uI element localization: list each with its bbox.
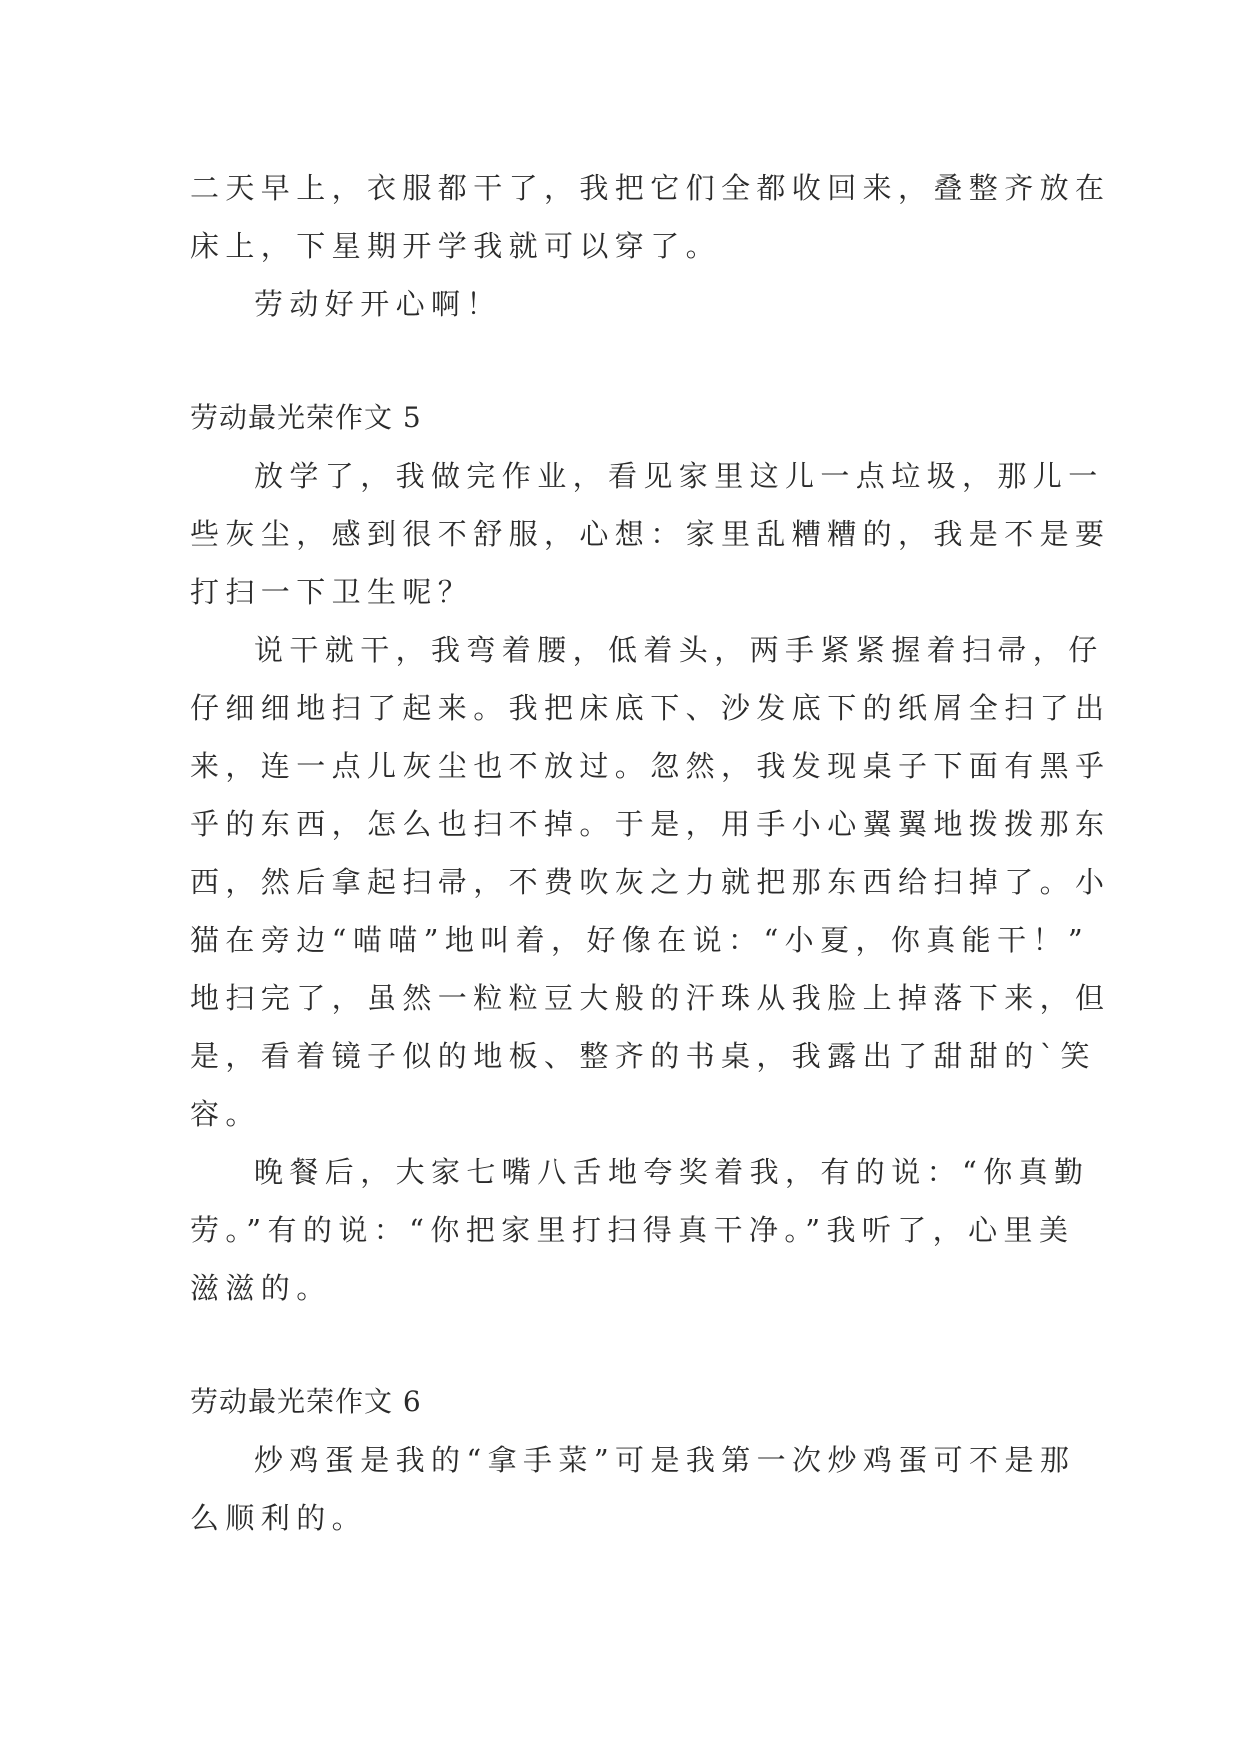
text-line: 床上，下星期开学我就可以穿了。 [190, 229, 722, 263]
text-line: 劳。”有的说：“你把家里打扫得真干净。”我听了，心里美 [190, 1213, 1075, 1247]
text-line: 乎的东西，怎么也扫不掉。于是，用手小心翼翼地拨拨那东 [190, 807, 1111, 841]
text-line: 猫在旁边“喵喵”地叫着，好像在说：“小夏，你真能干！” [190, 923, 1090, 957]
text-line: 仔细细地扫了起来。我把床底下、沙发底下的纸屑全扫了出 [190, 691, 1111, 725]
text-line: 说干就干，我弯着腰，低着头，两手紧紧握着扫帚，仔 [254, 633, 1104, 667]
section-heading: 劳动最光荣作文 6 [190, 1385, 422, 1418]
text-line: 滋滋的。 [190, 1271, 332, 1305]
text-line: 来，连一点儿灰尘也不放过。忽然，我发现桌子下面有黑乎 [190, 749, 1111, 783]
text-line: 放学了，我做完作业，看见家里这儿一点垃圾，那儿一 [254, 459, 1104, 493]
text-line: 二天早上，衣服都干了，我把它们全都收回来，叠整齐放在 [190, 171, 1111, 205]
text-line: 容。 [190, 1097, 261, 1131]
text-line: 么顺利的。 [190, 1501, 368, 1535]
text-line: 是，看着镜子似的地板、整齐的书桌，我露出了甜甜的`笑 [190, 1039, 1096, 1073]
text-line: 地扫完了，虽然一粒粒豆大般的汗珠从我脸上掉落下来，但 [190, 981, 1111, 1015]
text-line: 炒鸡蛋是我的“拿手菜”可是我第一次炒鸡蛋可不是那 [254, 1443, 1076, 1477]
text-line: 劳动好开心啊！ [254, 287, 502, 321]
text-line: 西，然后拿起扫帚，不费吹灰之力就把那东西给扫掉了。小 [190, 865, 1111, 899]
text-line: 些灰尘，感到很不舒服，心想：家里乱糟糟的，我是不是要 [190, 517, 1111, 551]
text-line: 晚餐后，大家七嘴八舌地夸奖着我，有的说：“你真勤 [254, 1155, 1090, 1189]
text-line: 打扫一下卫生呢？ [190, 575, 474, 609]
section-heading: 劳动最光荣作文 5 [190, 401, 422, 434]
